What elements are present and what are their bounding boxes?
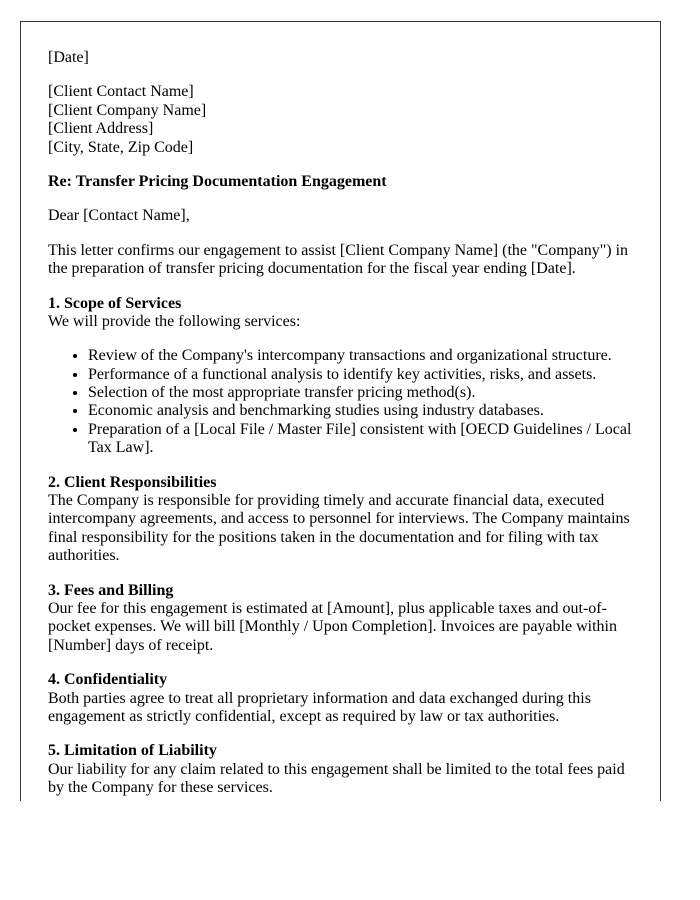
- section-body: Our fee for this engagement is estimated at [Amount], plus applicable taxes and out-of-pocket expenses. We will bill [Monthly / Upon Completion]. Invoices are payable within [Number] days of receipt.: [48, 599, 617, 654]
- section-client-responsibilities: [48, 474, 633, 566]
- section-heading: 5. Limitation of Liability: [48, 742, 217, 760]
- section-body: We will provide the following services:: [48, 312, 301, 330]
- recipient-contact-name: [Client Contact Name]: [48, 83, 194, 101]
- section-confidentiality: [48, 671, 633, 726]
- subject-line: Re: Transfer Pricing Documentation Engagement: [48, 172, 387, 190]
- bullet-item: • Performance of a functional analysis to identify key activities, risks, and assets.: [88, 366, 633, 384]
- section-scope-of-services: [48, 295, 633, 332]
- section-heading: 2. Client Responsibilities: [48, 473, 217, 491]
- recipient-block: [48, 83, 633, 157]
- bullet-item: • Selection of the most appropriate transfer pricing method(s).: [88, 384, 633, 402]
- section-heading: 3. Fees and Billing: [48, 581, 174, 599]
- section-body: Both parties agree to treat all proprietary information and data exchanged during this engagement as strictly confidential, except as required by law or tax authorities.: [48, 689, 591, 725]
- section-body: Our liability for any claim related to this engagement shall be limited to the total fees paid by the Company for these services.: [48, 760, 625, 797]
- intro-paragraph: This letter confirms our engagement to assist [Client Company Name] (the "Company") in the preparation of transfer pricing documentation for the fiscal year ending [Date].: [48, 241, 629, 278]
- section-limitation-of-liability: [48, 742, 633, 797]
- section-body: The Company is responsible for providing timely and accurate financial data, executed intercompany agreements, and access to personnel for interviews. The Company maintains final responsibility for the positions taken in the documentation and for filing with tax authorities.: [48, 492, 630, 565]
- bullet-item: • Economic analysis and benchmarking studies using industry databases.: [88, 402, 633, 420]
- salutation: Dear [Contact Name],: [48, 207, 190, 225]
- recipient-company-name: [Client Company Name]: [48, 101, 207, 119]
- bullet-item: • Preparation of a [Local File / Master File] consistent with [OECD Guidelines / Local Tax Law].: [88, 421, 633, 458]
- section-heading: 4. Confidentiality: [48, 671, 168, 689]
- recipient-city-state-zip: [City, State, Zip Code]: [48, 138, 194, 156]
- letter-document: [20, 21, 661, 801]
- bullet-item: • Review of the Company's intercompany transactions and organizational structure.: [88, 347, 633, 365]
- date-line: [Date]: [48, 49, 89, 66]
- section-heading: 1. Scope of Services: [48, 294, 182, 312]
- section-fees-and-billing: [48, 582, 633, 656]
- recipient-address: [Client Address]: [48, 120, 154, 138]
- scope-bullet-list: [48, 347, 633, 457]
